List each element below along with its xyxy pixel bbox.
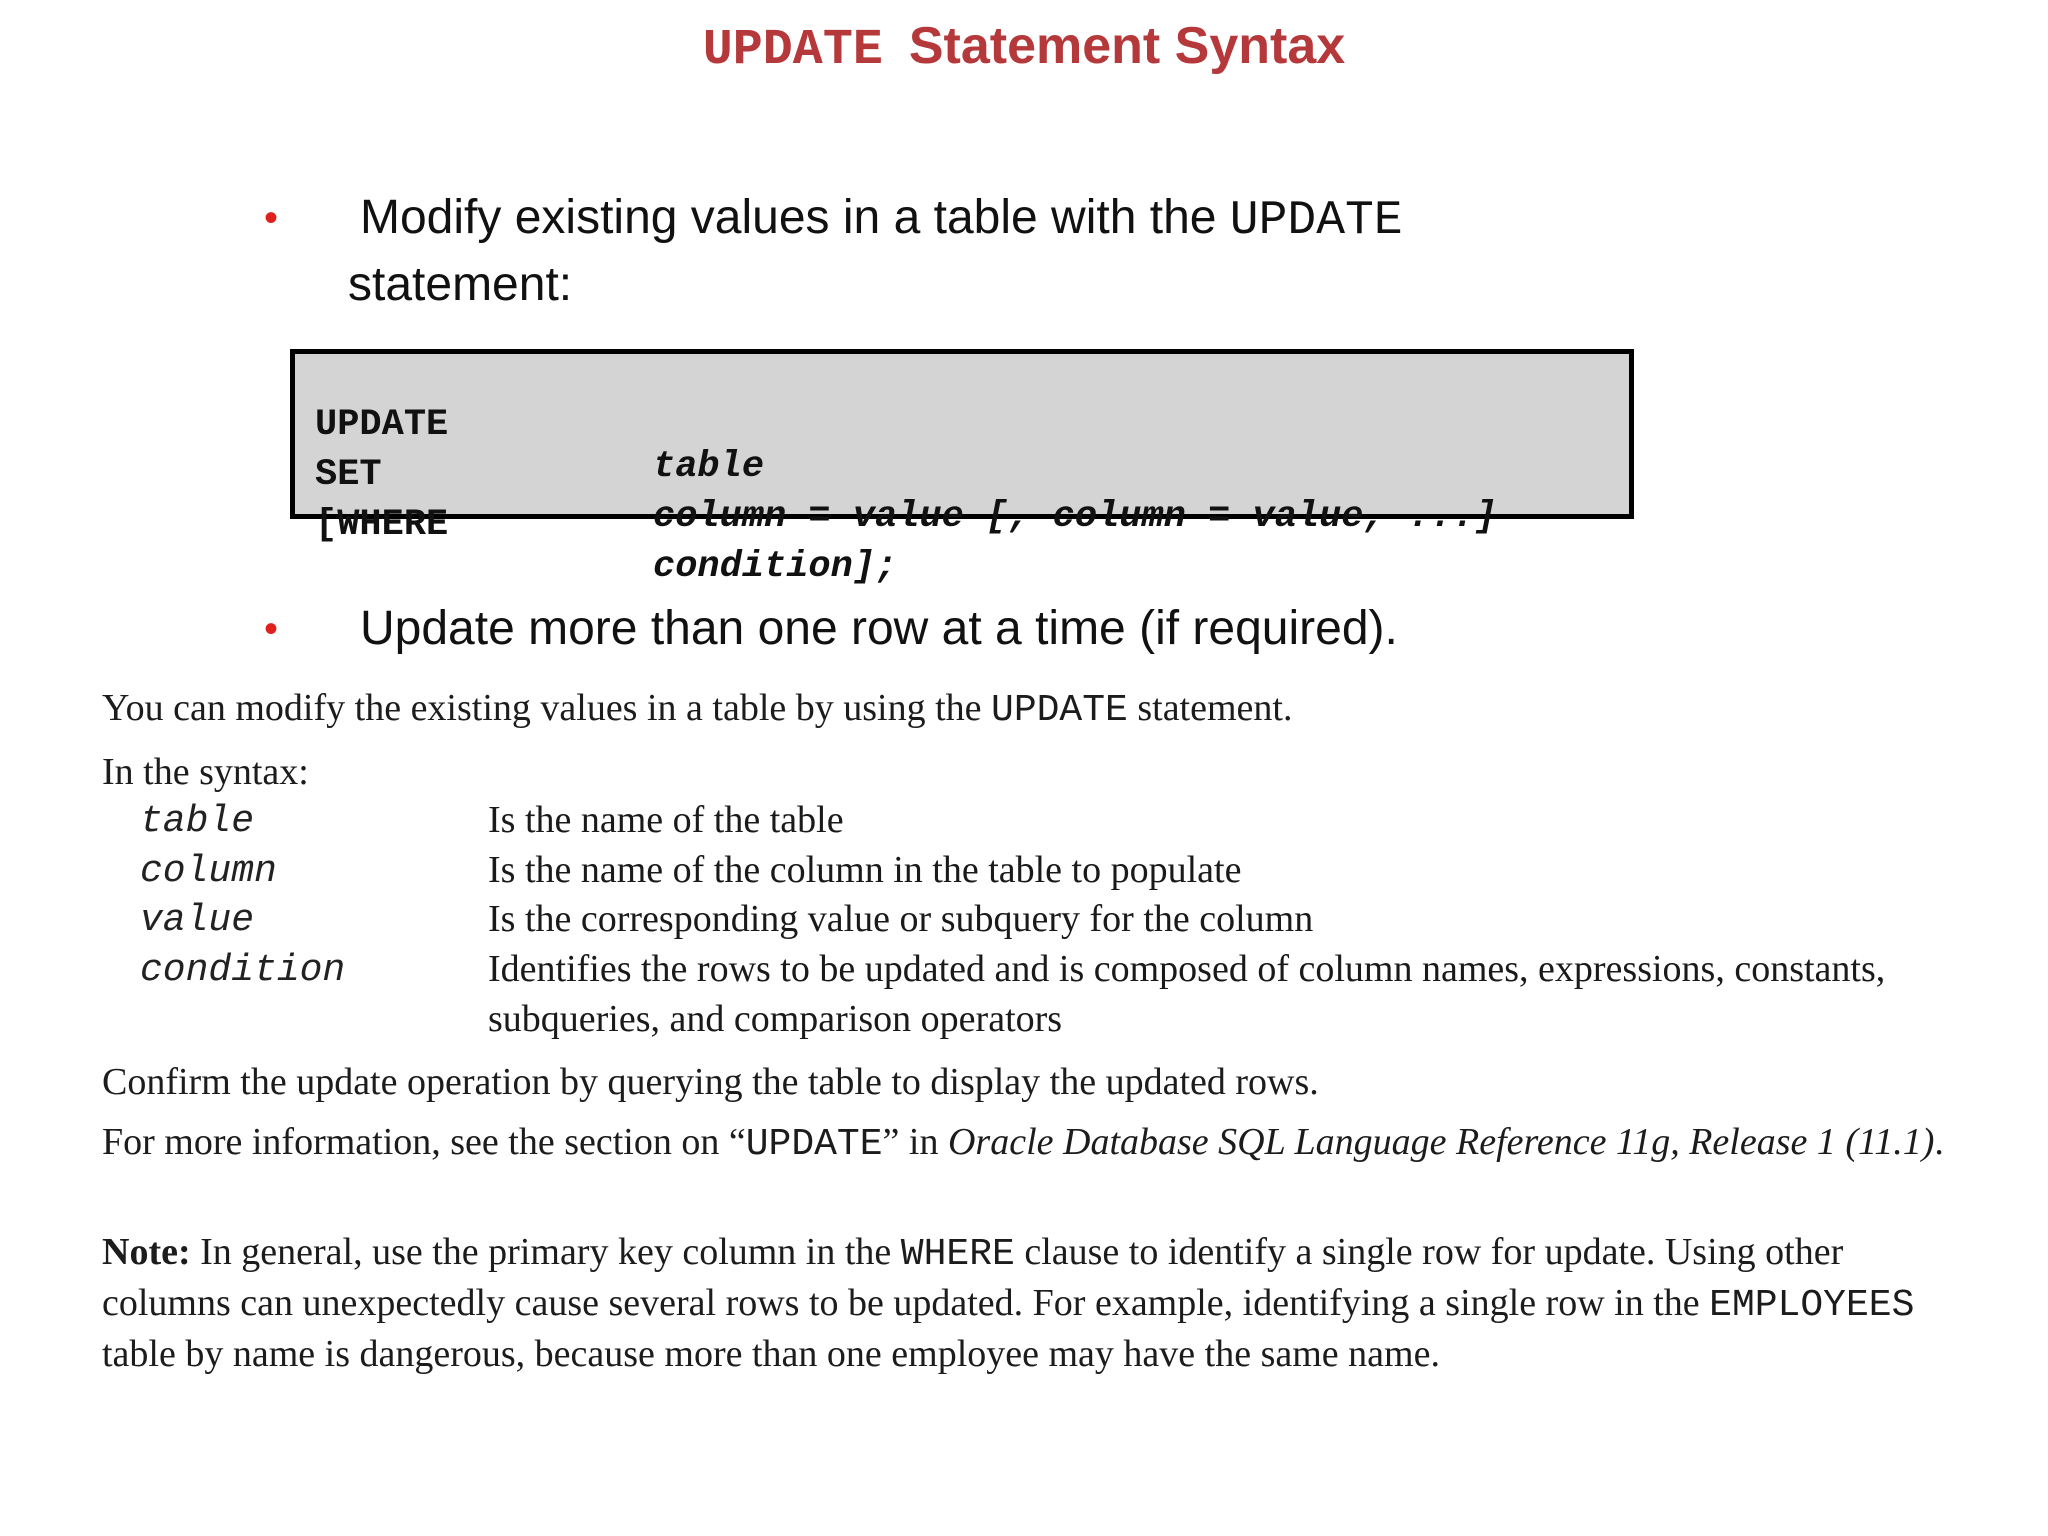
code-keyword: [WHERE [315,504,449,546]
definition-desc: Is the name of the column in the table to populate [488,849,1242,891]
code-keyword: UPDATE [315,404,449,446]
intro-text: statement. [1127,687,1293,729]
more-info-text: For more information, see the section on “ [102,1121,746,1163]
code-args: column = value [, column = value, ...] [653,496,1497,538]
code-args: condition]; [653,546,898,588]
note-text: clause to identify a single row for update. Using other columns can unexpectedly cause several rows to be updated. For example, identifying a single row in the [102,1231,1844,1324]
title-keyword: UPDATE [702,22,883,79]
code-keyword: SET [315,454,382,496]
reference-title: Oracle Database SQL Language Reference 11g, Release 1 (11.1) [947,1121,1935,1163]
definition-term: table [140,800,255,843]
more-info-text: ” in [882,1121,948,1163]
more-info-text: . [1934,1121,1944,1163]
intro-paragraph [102,683,1292,736]
definition-desc: Identifies the rows to be updated and is composed of column names, expressions, constants, subqueries, and comparison operators [488,948,1886,1040]
bullet-text: Update more than one row at a time (if required). [360,602,1398,655]
syntax-heading: In the syntax: [102,751,309,793]
bullet-text-part: statement: [348,258,573,311]
title-text: Statement Syntax [908,17,1346,75]
definition-term: condition [140,949,346,992]
bullet-code: UPDATE [1229,194,1403,248]
confirm-paragraph: Confirm the update operation by querying the table to display the updated rows. [102,1061,1319,1103]
page-title [0,16,2048,79]
note-text: table by name is dangerous, because more than one employee may have the same name. [102,1333,1440,1375]
definition-desc: Is the name of the table [488,799,844,841]
definition-term: column [140,850,277,893]
bullet-text [348,186,1560,317]
bullet-item [264,186,1560,317]
note-label: Note: [102,1231,191,1273]
syntax-code-block [290,349,1634,588]
bullet-dot-icon: • [264,607,279,651]
more-info-code: UPDATE [745,1123,883,1166]
bullet-text-part: Modify existing values in a table with the [360,191,1230,244]
bullet-dot-icon: • [264,196,279,240]
more-info-paragraph [102,1117,1982,1170]
note-code: WHERE [900,1233,1015,1276]
intro-text: You can modify the existing values in a table by using the [102,687,992,729]
code-args: table [653,446,765,488]
bullet-item [264,597,1560,661]
definition-term: value [140,899,255,942]
note-text: In general, use the primary key column in the [190,1231,901,1273]
note-paragraph [102,1228,1942,1378]
intro-code: UPDATE [991,689,1128,732]
definition-desc: Is the corresponding value or subquery for the column [488,898,1314,940]
note-code: EMPLOYEES [1709,1284,1915,1327]
